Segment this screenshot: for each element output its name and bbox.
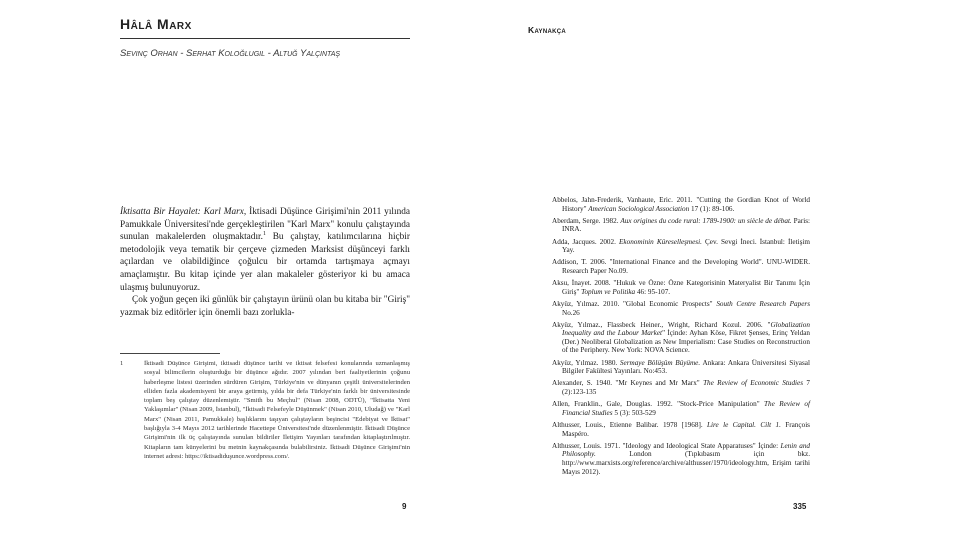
page-number-left: 9 xyxy=(402,502,407,511)
reference-entry: Allen, Franklin., Gale, Douglas. 1992. "Stock-Price Manipulation" The Review of Financial Studies 5 (3): 503-529 xyxy=(552,400,811,417)
reference-entry: Althusser, Louis. 1971. "Ideology and Ideological State Apparatuses" İçinde: Lenin and Philosophy. London (Tıpkıbasım için bkz. http://www.marxists.org/reference/archive/althusser/1970/ideology.htm, Erişim tarihi Mayıs 2012). xyxy=(552,441,811,476)
right-book-page xyxy=(480,0,960,540)
page-number-right: 335 xyxy=(793,502,807,511)
authors-line: Sevinç Orhan - Serhat Koloğlugil - Altuğ Yalçıntaş xyxy=(120,48,341,59)
body-text xyxy=(120,206,410,319)
reference-entry: Adda, Jacques. 2002. Ekonominin Küreselleşmesi. Çev. Sevgi İneci. İstanbul: İletişim Yay. xyxy=(552,237,810,255)
reference-list xyxy=(552,196,810,480)
reference-entry: Althusser, Louis., Etienne Balibar. 1978 [1968]. Lire le Capital. Cilt 1. François Maspéro. xyxy=(552,421,810,438)
reference-entry: Addison, T. 2006. "International Finance and the Developing World". UNU-WIDER. Research Paper No.09. xyxy=(552,258,810,275)
reference-entry: Alexander, S. 1940. "Mr Keynes and Mr Marx" The Review of Economic Studies 7 (2):123-135 xyxy=(552,379,810,397)
reference-entry: Aberdam, Serge. 1982. Aux origines du code rural: 1789-1900: un siècle de débat. Paris: INRA. xyxy=(552,216,810,234)
footnote xyxy=(120,359,410,461)
reference-entry: Aksu, İnayet. 2008. "Hukuk ve Özne: Özne Kategorisinin Materyalist Bir Tanımı İçin Giriş" Toplum ve Politika 46: 95-107. xyxy=(552,279,810,296)
header-rule xyxy=(120,38,410,39)
footnote-number: 1 xyxy=(120,360,124,367)
footnote-ref[interactable]: 1 xyxy=(262,231,266,238)
reference-entry: Abbelos, Jahn-Frederik, Vanhaute, Eric. 2011. "Cutting the Gordian Knot of World History" American Sociological Association 17 (1): 89-106. xyxy=(552,196,810,213)
reference-entry: Akyüz, Yılmaz., Flassbeck Heiner., Wright, Richard Kozul. 2006. "Globalization Inequality and the Labour Market" İçinde: Ayhan Köse, Fikret Şenses, Erinç Yeldan (Der.) Neoliberal Globalization as New Imperialism: Case Studies on Reconstruction of the Periphery. New York: NOVA Science. xyxy=(552,320,810,355)
paragraph-1: İktisatta Bir Hayalet: Karl Marx, İktisadi Düşünce Girişimi'nin 2011 yılında Pamukkale Üniversitesi'nde gerçekleştirilen "Karl Marx" konulu çalıştayında sunulan makalelerden oluşmaktadır.$^1$ Bu çalıştay, katılımcılarına hiçbir metodolojik veya tematik bir çerçeve çizmeden Marksist düşünceyi farklı açılardan ve olabildiğince çoğulcu bir ortamda tartışmaya açmayı amaçlamıştır. Bu kitap içinde yer alan makaleler gösteriyor ki bu amaca ulaşmış bulunuyoruz. xyxy=(120,207,410,293)
paragraph-2: Çok yoğun geçen iki günlük bir çalıştayın ürünü olan bu kitaba bir "Giriş" yazmak biz editörler için önemli bazı zorlukla- xyxy=(120,295,410,318)
footnote-separator xyxy=(120,353,220,354)
book-title-italic: İktisatta Bir Hayalet: Karl Marx xyxy=(120,207,244,217)
reference-entry: Akyüz, Yılmaz. 1980. Sermaye Bölüşüm Büyüme. Ankara: Ankara Üniversitesi Siyasal Bilgiler Fakültesi Yayınları. No:453. xyxy=(552,358,810,376)
references-heading: Kaynakça xyxy=(528,25,566,35)
footnote-text: İktisadi Düşünce Girişimi, iktisadi düşünce tarihi ve iktisat felsefesi konularında uzmanlaşmış sosyal bilimcilerin oluşturduğu bir düşünce ağıdır. 2007 yılından beri faaliyetlerinin çoğunu haberleşme listesi üzerinden sürdüren Girişim, Türkiye'nin ve dünyanın çeşitli üniversitelerinden elliden fazla akademisyeni bir araya getirmiş, yılda bir defa Türkiye'nin farklı bir üniversitesinde toplam beş çalıştay düzenlemiştir. "Smith bu Meçhul" (Nisan 2008, ODTÜ), "İktisatta Yeni Yaklaşımlar" (Nisan 2009, İstanbul), "İktisadi Felsefeyle Düşünmek" (Nisan 2010, Uludağ) ve "Karl Marx" (Nisan 2011, Pamukkale) başlıklarını taşıyan çalıştayların beşincisi "Edebiyat ve İktisat" başlığıyla 3-4 Mayıs 2012 tarihlerinde Hacettepe Üniversitesi'nde düzenlenmiştir. İktisadi Düşünce Girişimi'nin ilk üç çalıştayında sunulan bildiriler İletişim Yayınları tarafından kitaplaştırılmıştır. Kitapların tam künyelerini bu metnin kaynakçasında bulabilirsiniz. İktisadi Düşünce Girişimi'nin internet adresi: https://iktisadiduşunce.wordpress.com/. xyxy=(144,360,410,460)
book-title: Hâlâ Marx xyxy=(120,16,192,32)
reference-entry: Akyüz, Yılmaz. 2010. "Global Economic Prospects" South Centre Research Papers No.26 xyxy=(552,299,810,317)
